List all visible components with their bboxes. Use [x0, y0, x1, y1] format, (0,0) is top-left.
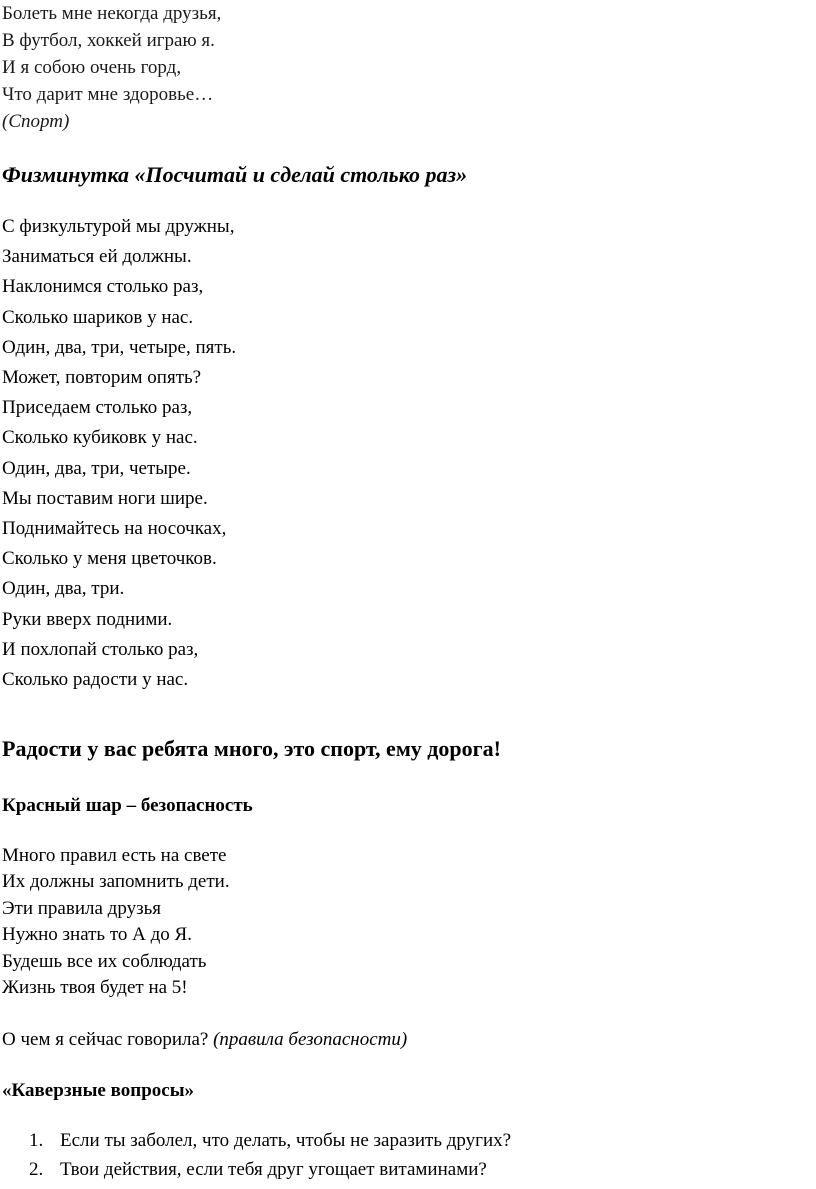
poem-line: С физкультурой мы дружны, [2, 216, 235, 237]
fizminutka-heading: Физминутка «Посчитай и сделай столько раз» [2, 162, 468, 187]
safety-poem [0, 843, 230, 1001]
poem-line: Приседаем столько раз, [2, 397, 193, 419]
list-item [0, 1155, 511, 1184]
poem-line: Один, два, три, четыре. [2, 457, 191, 479]
poem-line: И похлопай столько раз, [2, 638, 199, 660]
poem-line: Руки вверх подними. [2, 608, 173, 630]
poem-line: Их должны запомнить дети. [2, 871, 230, 893]
poem-line: Много правил есть на свете [2, 845, 227, 866]
tricky-questions-list [0, 1126, 511, 1184]
fizminutka-poem [0, 212, 236, 695]
poem-line: Поднимайтесь на носочках, [2, 518, 227, 540]
poem-line: Будешь все их соблюдать [2, 950, 207, 972]
poem-line: И я собою очень горд, [2, 57, 182, 78]
poem-line: Сколько у меня цветочков. [2, 548, 217, 570]
poem-line: Наклонимся столько раз, [2, 276, 204, 298]
question-text: О чем я сейчас говорила? [2, 1029, 209, 1050]
poem-line: Эти правила друзья [2, 897, 161, 919]
list-item [0, 1126, 511, 1155]
poem-line: Заниматься ей должны. [2, 246, 192, 268]
list-item-text: Твои действия, если тебя друг угощает витаминами? [60, 1159, 487, 1180]
safety-question [2, 1027, 407, 1053]
riddle-poem [0, 0, 221, 135]
poem-line: Может, повторим опять? [2, 367, 202, 389]
tricky-questions-heading: «Каверзные вопросы» [2, 1080, 195, 1101]
poem-line: Один, два, три. [2, 578, 125, 600]
poem-line: Мы поставим ноги шире. [2, 487, 208, 509]
question-answer: (правила безопасности) [213, 1029, 408, 1050]
poem-line: Болеть мне некогда друзья, [2, 3, 222, 24]
list-number: 1. [29, 1130, 44, 1151]
poem-line: Сколько шариков у нас. [2, 306, 194, 328]
poem-line: Сколько радости у нас. [2, 669, 189, 691]
riddle-answer: (Спорт) [2, 111, 70, 132]
poem-line: Нужно знать то А до Я. [2, 924, 192, 946]
poem-line: Что дарит мне здоровье… [2, 84, 214, 105]
list-number: 2. [29, 1159, 44, 1180]
poem-line: Сколько кубиковк у нас. [2, 427, 198, 449]
list-item-text: Если ты заболел, что делать, чтобы не заразить других? [60, 1130, 512, 1151]
red-ball-heading: Красный шар – безопасность [2, 795, 253, 816]
poem-line: В футбол, хоккей играю я. [2, 30, 215, 51]
sport-heading: Радости у вас ребята много, это спорт, ему дорога! [2, 736, 501, 761]
poem-line: Один, два, три, четыре, пять. [2, 336, 237, 358]
poem-line: Жизнь твоя будет на 5! [2, 977, 188, 999]
